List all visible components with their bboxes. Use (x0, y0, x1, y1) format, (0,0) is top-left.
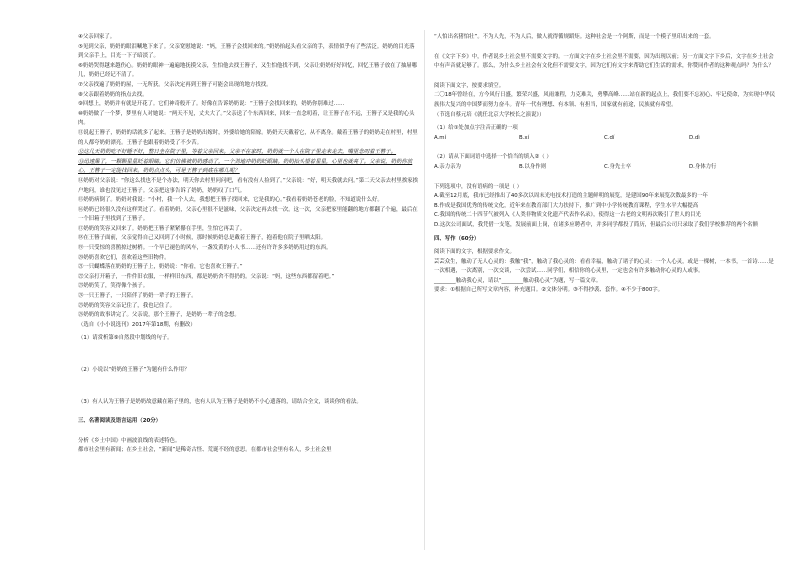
story-paragraph: ㉑一只蝴蝶落在奶奶的王簪子上，奶奶说：“你看，它也喜欢王簪子。” (78, 264, 243, 271)
story-paragraph: ⑫这几天奶奶吃不好睡不好，整日坐在院子里，等着父亲回来。父亲不在家时，奶奶就一个人在院子里走来走去，嘴里念叨着王簪子。 (78, 149, 397, 156)
option-d: D.身体力行 (689, 163, 717, 170)
mc-question-1: （1）给①处加点字注音正确的一项 (434, 125, 518, 132)
option-d: D.dì (689, 134, 700, 141)
section-3-question: 分析《乡土中国》中画波浪线的表述特色。 (78, 437, 181, 444)
right-column (434, 33, 776, 296)
reading-passage: 二〇18年曾经在，方今风行日盛，繁荣兴盛，风雨兼程，力克难关，勇攀高峰……站在新的起点上，我们要不忘初心、牢记使命，为实现中华民族伟大复兴的中国梦而努力奋斗。青年一代有理想、有本领、有担当，国家就有前途，民族就有希望。 (434, 92, 776, 108)
story-paragraph: ㉔一只王簪子，一只陪伴了奶奶一辈子的王簪子。 (78, 293, 197, 300)
option-a: A.mí (434, 134, 447, 141)
story-paragraph: ⑳奶奶喜欢它们，喜欢着这些旧物件。 (78, 254, 170, 261)
story-paragraph: ⑥奶奶哭得越来越伤心。奶奶的眼神一遍遍地抚摸父亲，生怕他去找王簪子，又生怕他找不到，父亲让奶奶好好回忆，回忆王簪子放在了抽屉哪儿，奶奶已经记不清了。 (78, 62, 418, 79)
reading-instruction: 阅读下面文字，按要求填空。 (434, 82, 505, 89)
writing-instruction: 阅读下面的文字，根据要求作文。 (434, 249, 515, 256)
mc-question-3-a: A.截至12月底，我市已经推出了40多次以周末光电技术打造的主题鲜明的展览，是建国90年来展览次数最多的一年 (434, 193, 708, 200)
writing-prompt: 芸芸众生，触动了无人心灵的：我触“我”，触动了我心灵的：看看幸福，触动了诸子的心灵：一个人心灵，或是一棵树，一本书，一首诗……是一次相遇，一次离别，一次交谈，一次尝试……同学们，相信你的心灵里，一定也会有许多触动你心灵的人或事。 (434, 258, 774, 275)
mc-question-3: 下列选项中，没有语病的一项是（ ） (434, 183, 522, 190)
section-4-heading: 四、写作（60分） (434, 235, 480, 242)
story-paragraph: ⑬迅速黑了，一颗颗星星眨着眼睛。它们仿佛被奶奶感动了，一个劲地冲奶奶眨眼睛。奶奶抬头望着星星，心里也就亮了。父亲说，奶奶你放心，王簪子一定能找回来。奶奶点点头，可是王簪子到底在哪儿呢？ (78, 158, 413, 175)
story-paragraph: ⑩奶奶做了一个梦，梦里有人对她说：“两天不见，丈夫大了。”父亲送了个东西回来，回来一直念叨着，让王簪子在不远，王簪子又是我的心头肉。 (78, 110, 415, 127)
option-b: B.以身作则 (519, 163, 546, 170)
story-paragraphs (78, 33, 418, 330)
question-3: （3）有人认为王簪子是奶奶故意藏在箱子里的，也有人认为王簪子是奶奶不小心遗落的，请结合全文，谈谈你的看法。 (78, 398, 362, 405)
story-paragraph: ⑤见到父亲，奶奶的眼泪唰地下来了。父亲宽慰她说：“妈，王簪子会找回来的。”奶奶抬起头看父亲的手，表情似乎有了些活泛。奶奶的目光落到父亲手上，目光一下子暗淡了。 (78, 43, 415, 60)
story-paragraph: ⑰奶奶的笑容又回来了。奶奶把王簪子紧紧攥在手里，生怕它再丢了。 (78, 225, 246, 232)
column-divider (424, 30, 425, 550)
story-paragraph: ⑪说起王簪子，奶奶的话就多了起来。王簪子是奶奶出嫁时，外婆给她的陪嫁。奶奶天天戴着它，从不离身。戴着王簪子的奶奶走在村里，村里的人都夸奶奶漂亮。王簪子也跟着奶奶受了不少苦。 (78, 129, 418, 146)
option-c: C.身先士卒 (604, 163, 632, 170)
passage-continued: “人怕出名猪怕壮”。不为人先，不为人后，做人就得循规蹈矩。这种社会是一个阿斯，而是一个模子里印出来的一套。 (434, 34, 715, 40)
story-paragraph: ⑮奶奶病倒了。奶奶对我说：“小村，我一个人去，我想把王簪子找回来，它是我的心。”我看着奶奶苍老的脸，不知道说什么好。 (78, 197, 383, 204)
mc-question-2: （2）请从下面词语中选择一个恰当的填入②（ ） (434, 154, 552, 161)
option-a: A.亲力亲为 (434, 163, 461, 170)
question-2: （2）小说以“奶奶的王簪子”为题有什么作用？ (78, 367, 190, 373)
story-paragraph: ㉕奶奶的笑容父亲记住了，我也记住了。 (78, 302, 176, 309)
mc-question-3-c: C.我国的传统二十四节气被列入《人类非物质文化遗产代表作名录》，使得这一古老的文明再次吸引了世人的目光 (434, 212, 701, 219)
story-paragraph: ⑦父亲找遍了奶奶的屋，一无所获。父亲决定再到王簪子可能会出现的地方找找。 (78, 81, 272, 88)
story-paragraph: ⑱在王簪子面前，父亲觉得自己又回到了小时候，那时候奶奶总是戴着王簪子，抱着他在院子里晒太阳。 (78, 235, 326, 242)
left-column (78, 33, 418, 456)
story-paragraph: ㉖奶奶的故事讲完了。父亲说，那个王簪子，是奶奶一辈子的念想。 (78, 312, 240, 319)
writing-requirements: 要求：①根据自己所写文章内容，补充题目。②文体分明。③不得抄袭、套作。④不少于800字。 (434, 287, 664, 294)
passage-question: 在《文字下乡》中，作者说乡土社会里不需要文字的。一方面文字在乡土社会里不需要，因为出现以前；另一方面文字下乡后，文字在乡土社会中有声音就足够了。那么，为什么乡土社会有文化但不需要文字，因为它们有文字来帮助它们生活的需求，你赞同作者的这种观点吗？为什么？ (434, 53, 774, 70)
story-paragraph: ㉒父亲打开箱子，一件件旧衣服，一样样旧东西，都是奶奶舍不得扔的。父亲说：“妈，这些东西都留着吧。” (78, 273, 335, 280)
writing-title: ________触动我心灵，请以“________触动我心灵”为题，写一篇文章。 (434, 277, 602, 284)
question-1: （1）请赏析第⑨自然段中划线的句子。 (78, 335, 173, 342)
mc-question-3-b: B.作成是我国优秀的传统文化，近年来在教育部门大力扶持下，推广到中小学传统教育课程，学生水平大幅提高 (434, 202, 699, 209)
mc-question-2-options (434, 163, 776, 173)
story-paragraph: ⑨回想上，奶奶并有就是开花了。它们神奇般开了。好像在告诉奶奶说：“王簪子会找回来的，奶奶你别难过…… (78, 101, 345, 108)
story-paragraph: ④父亲回家了。 (78, 34, 116, 40)
option-b: B.xí (519, 134, 530, 141)
section-3-heading: 三、名著阅读及语言运用（20分） (78, 418, 161, 425)
story-paragraph: ㉓奶奶笑了，笑得像个孩子。 (78, 283, 149, 290)
story-paragraph: ⑭奶奶对父亲说：“你这么找也不是个办法，明天你去村里问问吧，看有没有人捡到了。”父亲说：“好，明天我就去问。”第二天父亲去村里挨家挨户地问，谁也没见过王簪子。父亲把这事告诉了奶奶，奶奶叹了口气。 (78, 177, 418, 194)
section-3-passage: 都市社会里有新闻；在乡土社会，“新闻”是稀奇古怪、荒诞不经的意思。在都市社会里有名人，乡土社会里 (78, 447, 332, 454)
story-paragraph: ⑧父亲跟着奶奶的指点去找。 (78, 91, 148, 98)
reading-source: （节选自蔡元培《就任北京大学校长之演说》） (434, 111, 545, 118)
story-paragraph: （选自《小小说选刊》2017年第18期，有删改） (78, 321, 196, 328)
option-c: C.dí (604, 134, 615, 141)
mc-question-1-options (434, 134, 776, 144)
story-paragraph: ⑯奶奶已经很久没有这样哭过了。看着奶奶，父亲心里很不是滋味，父亲决定再去找一次。这一次，父亲把家里能翻的地方都翻了个遍，最后在一个旧箱子里找到了王簪子。 (78, 206, 418, 223)
mc-question-3-d: D.这次公司面试，我凭借一支笔，发展前面上岗，在诸多应聘者中，并多同学都投了简历，但最后公司只录取了我们学校推荐的两个名额 (434, 221, 758, 228)
story-paragraph: ⑲一只受惊的喜鹊掠过树梢。一个早已褪色的风车，一盏发黄的小人书……还有许许多多奶奶用过的东西。 (78, 245, 332, 252)
